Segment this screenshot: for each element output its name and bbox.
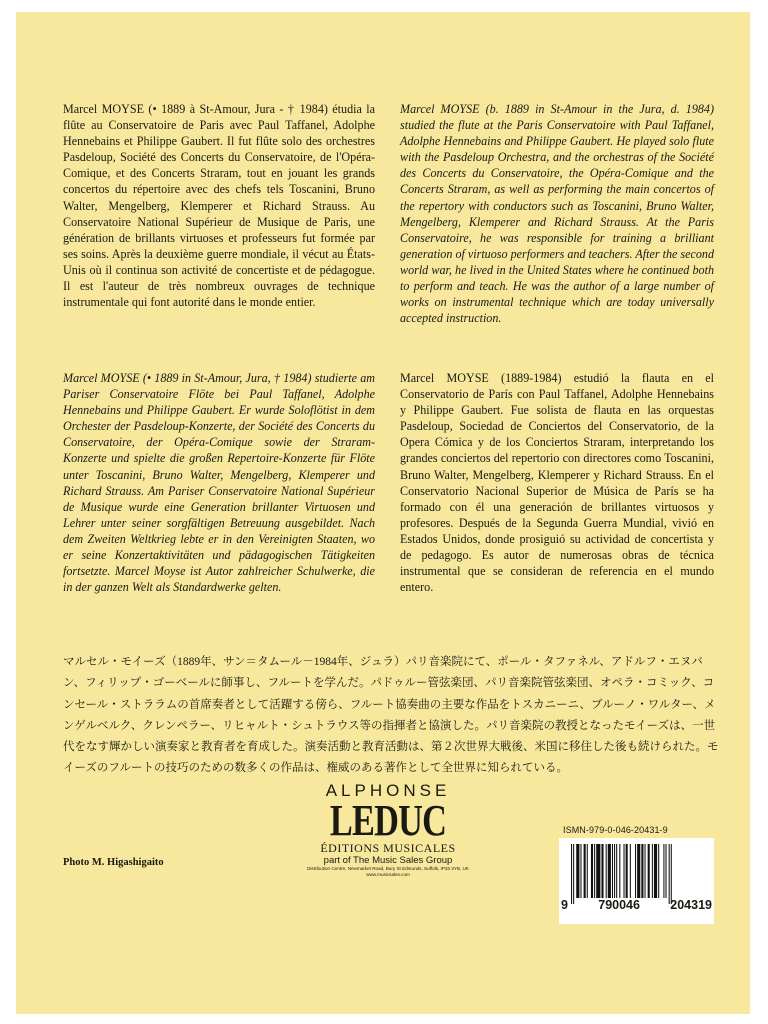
barcode-bar: [571, 844, 572, 904]
ismn-number: ISMN-979-0-046-20431-9: [563, 825, 668, 835]
barcode-digit-group-1: 790046: [598, 898, 640, 912]
barcode-bar: [587, 844, 588, 898]
barcode-digit-group-2: 204319: [670, 898, 712, 912]
barcode-bar: [594, 844, 595, 898]
barcode-bar: [654, 844, 657, 898]
barcode-bars: [569, 844, 704, 904]
biography-german: Marcel MOYSE (• 1889 in St-Amour, Jura, † 1984) studierte am Pariser Conservatoire Flöte bei Paul Taffanel, Adolphe Hennebains und Philippe Gaubert. Er wurde Soloflötist in dem Orchester der Pasdeloup-Konzerte, der Société des Concerts du Conservatoire, der Opéra-Comique sowie der Straram-Konzerte und spielte die großen Repertoire-Konzerte für Flöte unter Toscanini, Bruno Walter, Mengelberg, Klemperer und Richard Strauss. Am Pariser Conservatoire National Supérieur de Musique wurde eine Generation brillanter Virtuosen und Lehrer unter seiner sorgfältigen Betreuung ausgebildet. Nach dem Zweiten Weltkrieg lebte er in den Vereinigten Staaten, wo er seine Konzertaktivitäten und pädagogischen Tätigkeiten fortsetzte. Marcel Moyse ist Autor zahlreicher Schulwerke, die in der ganzen Welt als Standardwerke gelten.: [63, 371, 375, 595]
barcode-bar: [606, 844, 607, 898]
barcode-digit-prefix: 9: [561, 898, 568, 912]
barcode-bar: [669, 844, 670, 904]
barcode-bar: [663, 844, 664, 898]
publisher-group: part of The Music Sales Group: [323, 855, 453, 866]
biography-japanese: マルセル・モイーズ（1889年、サン＝タムール－1984年、ジュラ）パリ音楽院にて、ポール・タファネル、アドルフ・エヌバン、フィリップ・ゴーベールに師事し、フルートを学んだ。パドゥルー管弦楽団、パリ音楽院管弦楽団、オペラ・コミック、コンセール・ストララムの首席奏者として活躍する傍ら、フルート協奏曲の主要な作品をトスカニーニ、ブルーノ・ワルター、メンゲルベルク、クレンペラー、リヒャルト・シュトラウス等の指揮者と協演した。パリ音楽院の教授となったモイーズは、一世代をなす輝かしい演奏家と教育者を育成した。演奏活動と教育活動は、第２次世界大戦後、米国に移住した後も続けられた。モイーズのフルートの技巧のための数多くの作品は、権威のある著作として全世界に知られている。: [63, 656, 719, 775]
barcode-digits: [561, 898, 712, 912]
biography-spanish: Marcel MOYSE (1889-1984) estudió la flauta en el Conservatorio de París con Paul Taffanel, Adolphe Hennebains y Philippe Gaubert. Fue solista de flauta en las orquestas Pasdeloup, Sociedad de Conciertos del Conservatorio, de la Opera Cómica y de los Conciertos Straram, interpretando los grandes conciertos del repertorio con directores como Toscanini, Bruno Walter, Mengelberg, Klemperer y Richard Strauss. En el Conservatorio Nacional Superior de Música de París se ha formado con él una generación de brillantes virtuosos y profesores. Después de la Segunda Guerra Mundial, vivió en Estados Unidos, donde prosiguió su actividad de concertista y de pedagogo. Es autor de numerosas obras de técnica instrumental que se consideran de referencia en el mundo entero.: [400, 371, 714, 595]
barcode-bar: [576, 844, 579, 898]
barcode-bar: [645, 844, 646, 898]
publisher-address: Distribution Centre, Newmarket Road, Bury St Edmunds, Suffolk, IP33 3YB, UK: [307, 866, 469, 871]
barcode-bar: [584, 844, 586, 898]
barcode-bar: [637, 844, 640, 898]
publisher-alphonse: ALPHONSE: [325, 781, 451, 800]
barcode-bar: [624, 844, 625, 898]
barcode-bar: [591, 844, 593, 898]
barcode-bar: [601, 844, 603, 898]
publisher-website: www.musicsales.com: [366, 872, 410, 877]
barcode: [559, 838, 714, 924]
barcode-bar: [619, 844, 620, 898]
publisher-logo: [268, 782, 508, 878]
barcode-bar: [641, 844, 643, 898]
barcode-bar: [671, 844, 672, 904]
barcode-bar: [666, 844, 667, 898]
barcode-bar: [626, 844, 628, 898]
barcode-bar: [608, 844, 611, 898]
barcode-bar: [596, 844, 600, 898]
photo-credit: Photo M. Higashigaito: [63, 857, 164, 868]
barcode-bar: [630, 844, 631, 898]
barcode-bar: [580, 844, 581, 898]
publisher-editions: ÉDITIONS MUSICALES: [320, 841, 456, 855]
barcode-bar: [652, 844, 653, 898]
biography-french: Marcel MOYSE (• 1889 à St-Amour, Jura - † 1984) étudia la flûte au Conservatoire de Paris avec Paul Taffanel, Adolphe Hennebains et Philippe Gaubert. Il fut flûte solo des orchestres Pasdeloup, Société des Concerts du Conservatoire, de l'Opéra-Comique, et des Concerts Straram, tout en jouant les grands concertos du répertoire avec des chefs tels Toscanini, Bruno Walter, Mengelberg, Klemperer et Richard Strauss. Au Conservatoire National Supérieur de Musique de Paris, une génération de brillants virtuoses et professeurs fut formée par ses soins. Après la deuxième guerre mondiale, il vécut au États-Unis où il continua son activité de concertiste et de pédagogue. Il est l'auteur de très nombreux ouvrages de technique instrumentale qui font autorité dans le monde entier.: [63, 102, 375, 310]
barcode-bar: [616, 844, 617, 898]
biography-english: Marcel MOYSE (b. 1889 in St-Amour in the Jura, d. 1984) studied the flute at the Paris Conservatoire with Paul Taffanel, Adolphe Hennebains and Philippe Gaubert. He played solo flute with the Pasdeloup Orchestra, and the orchestras of the Société des Concerts du Conservatoire, the Opéra-Comique and the Concerts Straram, as well as performing the main concertos of the repertory with conductors such as Toscanini, Bruno Walter, Mengelberg, Klemperer and Richard Strauss. At the Paris Conservatoire, he was responsible for training a brilliant generation of virtuoso performers and teachers. After the second world war, he lived in the United States where he continued both to perform and teach. He was the author of a large number of works on instrumental technique which are today universally accepted instruction.: [400, 102, 714, 326]
barcode-bar: [612, 844, 613, 898]
barcode-bar: [573, 844, 574, 904]
publisher-leduc: LEDUC: [329, 796, 447, 845]
barcode-bar: [648, 844, 650, 898]
barcode-bar: [635, 844, 636, 898]
barcode-bar: [614, 844, 615, 898]
barcode-bar: [658, 844, 659, 898]
